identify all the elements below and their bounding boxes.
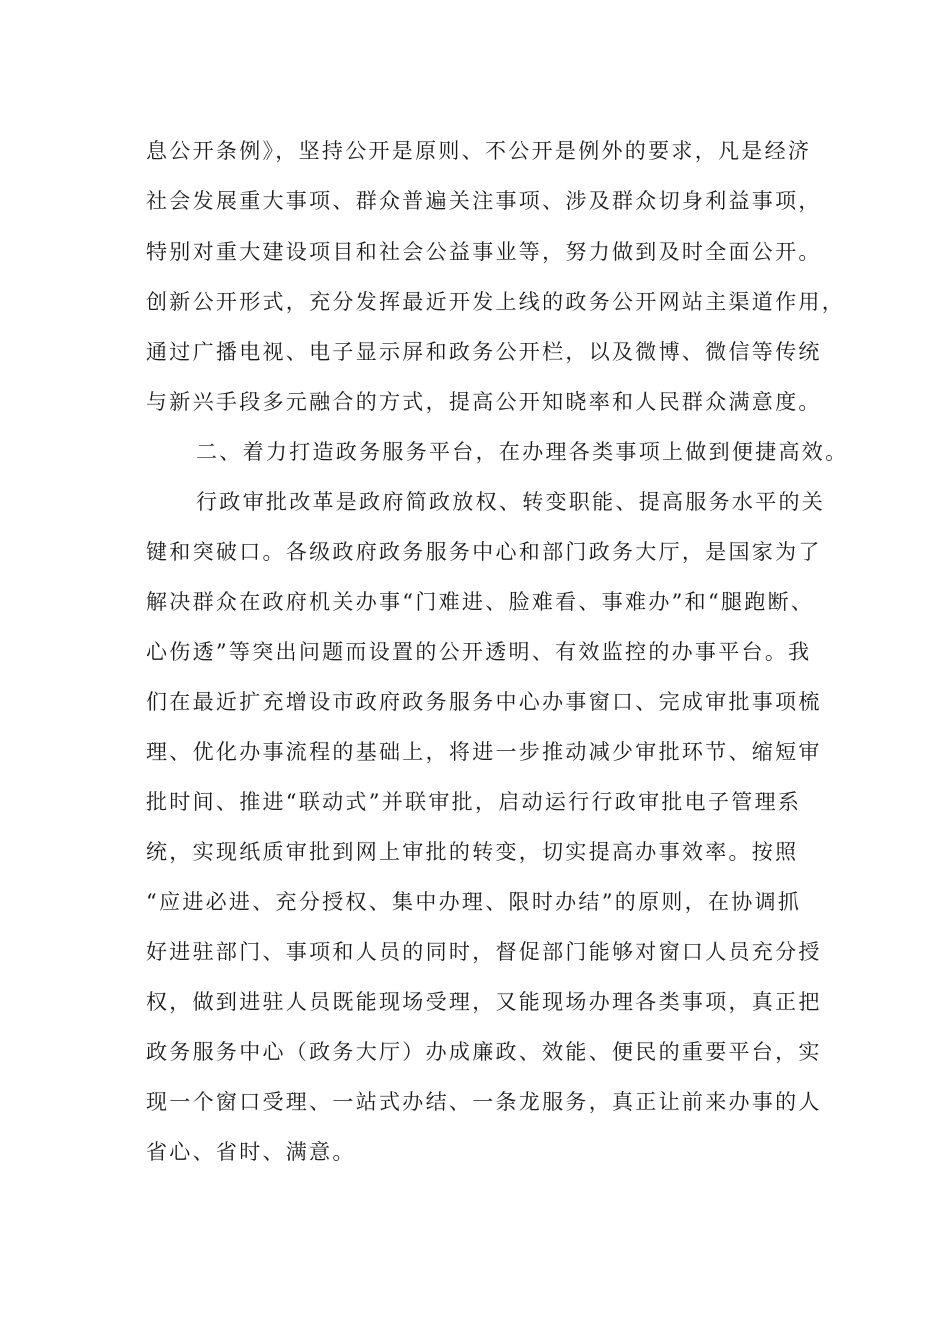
text-line: 通过广播电视、电子显示屏和政务公开栏，以及微博、微信等传统: [146, 340, 822, 364]
text-line: 理、优化办事流程的基础上，将进一步推动减少审批环节、缩短审: [146, 740, 822, 764]
paragraph-first-line: 行政审批改革是政府简政放权、转变职能、提高服务水平的关: [196, 490, 826, 514]
text-line: 批时间、推进“联动式”并联审批，启动运行行政审批电子管理系: [146, 790, 802, 814]
text-line: 息公开条例》，坚持公开是原则、不公开是例外的要求，凡是经济: [146, 139, 812, 163]
text-line: 好进驻部门、事项和人员的同时，督促部门能够对窗口人员充分授: [146, 940, 822, 964]
text-line: “应进必进、充分授权、集中办理、限时办结”的原则，在协调抓: [146, 890, 802, 914]
text-line: 省心、省时、满意。: [146, 1140, 356, 1164]
text-line: 心伤透”等突出问题而设置的公开透明、有效监控的办事平台。我: [146, 640, 812, 664]
text-line: 创新公开形式，充分发挥最近开发上线的政务公开网站主渠道作用，: [146, 290, 845, 314]
text-line: 键和突破口。各级政府政务服务中心和部门政务大厅，是国家为了: [146, 540, 822, 564]
text-line: 现一个窗口受理、一站式办结、一条龙服务，真正让前来办事的人: [146, 1090, 822, 1114]
text-line: 政务服务中心（政务大厅）办成廉政、效能、便民的重要平台，实: [146, 1040, 822, 1064]
text-line: 们在最近扩充增设市政府政务服务中心办事窗口、完成审批事项梳: [146, 690, 822, 714]
text-line: 统，实现纸质审批到网上审批的转变，切实提高办事效率。按照: [146, 840, 799, 864]
text-line: 特别对重大建设项目和社会公益事业等，努力做到及时全面公开。: [146, 240, 822, 264]
text-line: 解决群众在政府机关办事“门难进、脸难看、事难办”和“腿跑断、: [146, 590, 815, 614]
text-line: 权，做到进驻人员既能现场受理，又能现场办理各类事项，真正把: [146, 990, 822, 1014]
section-heading: 二、着力打造政务服务平台，在办理各类事项上做到便捷高效。: [196, 440, 849, 464]
text-line: 社会发展重大事项、群众普遍关注事项、涉及群众切身利益事项，: [146, 189, 822, 213]
text-line: 与新兴手段多元融合的方式，提高公开知晓率和人民群众满意度。: [146, 390, 822, 414]
